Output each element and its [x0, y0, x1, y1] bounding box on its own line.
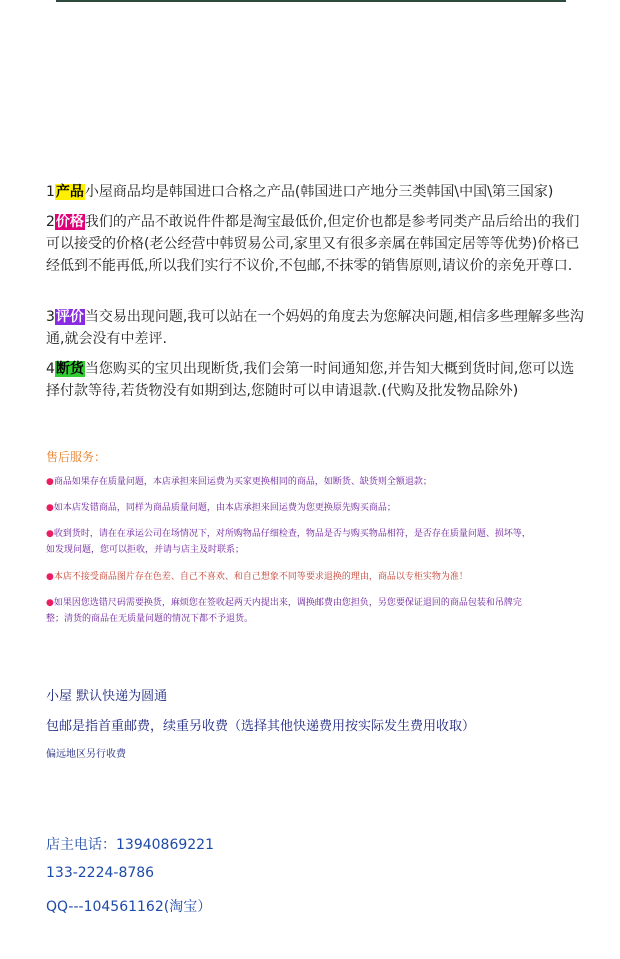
shipping-default: 小屋 默认快递为圆通 [46, 689, 168, 704]
phone-number: 133-2224-8786 [46, 865, 155, 881]
bullet-icon: ● [46, 529, 54, 539]
review-tag: 评价 [55, 309, 84, 325]
policy-stockout [46, 358, 586, 402]
after-sales-title: 售后服务： [46, 450, 107, 464]
policy-text: 我们的产品不敢说件件都是淘宝最低价,但定价也都是参考同类产品后给出的我们可以接受的价格(老公经营中韩贸易公司,家里又有很多亲属在韩国定居等等优势)价格已经低到不能再低,所以我们实行不议价,不包邮,不抹零的销售原则,请议价的亲免开尊口. [46, 214, 580, 274]
policy-price [46, 211, 586, 277]
policy-text: 当交易出现问题,我可以站在一个妈妈的角度去为您解决问题,相信多些理解多些沟通,就会没有中差评. [46, 309, 584, 347]
stockout-tag: 断货 [55, 361, 84, 377]
after-sales-item: ●如本店发错商品，同样为商品质量问题，由本店承担来回运费为您更换原先购买商品； [46, 503, 396, 513]
policy-text: 小屋商品均是韩国进口合格之产品(韩国进口产地分三类韩国\中国\第三国家) [84, 184, 554, 200]
qq-number: QQ---104561162(淘宝） [46, 899, 212, 915]
bullet-icon: ● [46, 477, 54, 487]
after-sales-item: ●如果因您选错尺码需要换货，麻烦您在签收起两天内提出来，调换邮费由您担负，另您要保证退回的商品包装和吊牌完整；清货的商品在无质量问题的情况下都不予退货。 [46, 598, 522, 624]
after-sales-item: ●收到货时，请在在承运公司在场情况下，对所购物品仔细检查，物品是否与购买物品相符，是否存在质量问题、损坏等，如发现问题，您可以拒收，并请与店主及时联系； [46, 529, 531, 555]
bullet-icon: ● [46, 503, 54, 513]
bullet-icon: ● [46, 572, 54, 582]
policy-number: 2 [46, 214, 55, 230]
after-sales-item: ●商品如果存在质量问题，本店承担来回运费为买家更换相同的商品，如断货、缺货则全额退款； [46, 477, 432, 487]
shipping-remote: 偏远地区另行收费 [46, 749, 126, 760]
after-sales-item: ●本店不接受商品图片存在色差、自己不喜欢、和自己想象不同等要求退换的理由，商品以专柜实物为准！ [46, 572, 468, 582]
price-tag: 价格 [55, 214, 84, 230]
policy-text: 当您购买的宝贝出现断货,我们会第一时间通知您,并告知大概到货时间,您可以选择付款等待,若货物没有如期到达,您随时可以申请退款.(代购及批发物品除外) [46, 361, 575, 399]
policy-number: 3 [46, 309, 55, 325]
owner-phone: 店主电话：13940869221 [46, 837, 214, 853]
policy-product [46, 181, 586, 203]
bullet-icon: ● [46, 598, 54, 608]
policy-review [46, 306, 586, 350]
product-tag: 产品 [55, 184, 84, 200]
policy-number: 1 [46, 184, 55, 200]
policy-number: 4 [46, 361, 55, 377]
top-divider [56, 0, 566, 2]
shipping-fee: 包邮是指首重邮费，续重另收费（选择其他快递费用按实际发生费用收取） [46, 719, 476, 734]
